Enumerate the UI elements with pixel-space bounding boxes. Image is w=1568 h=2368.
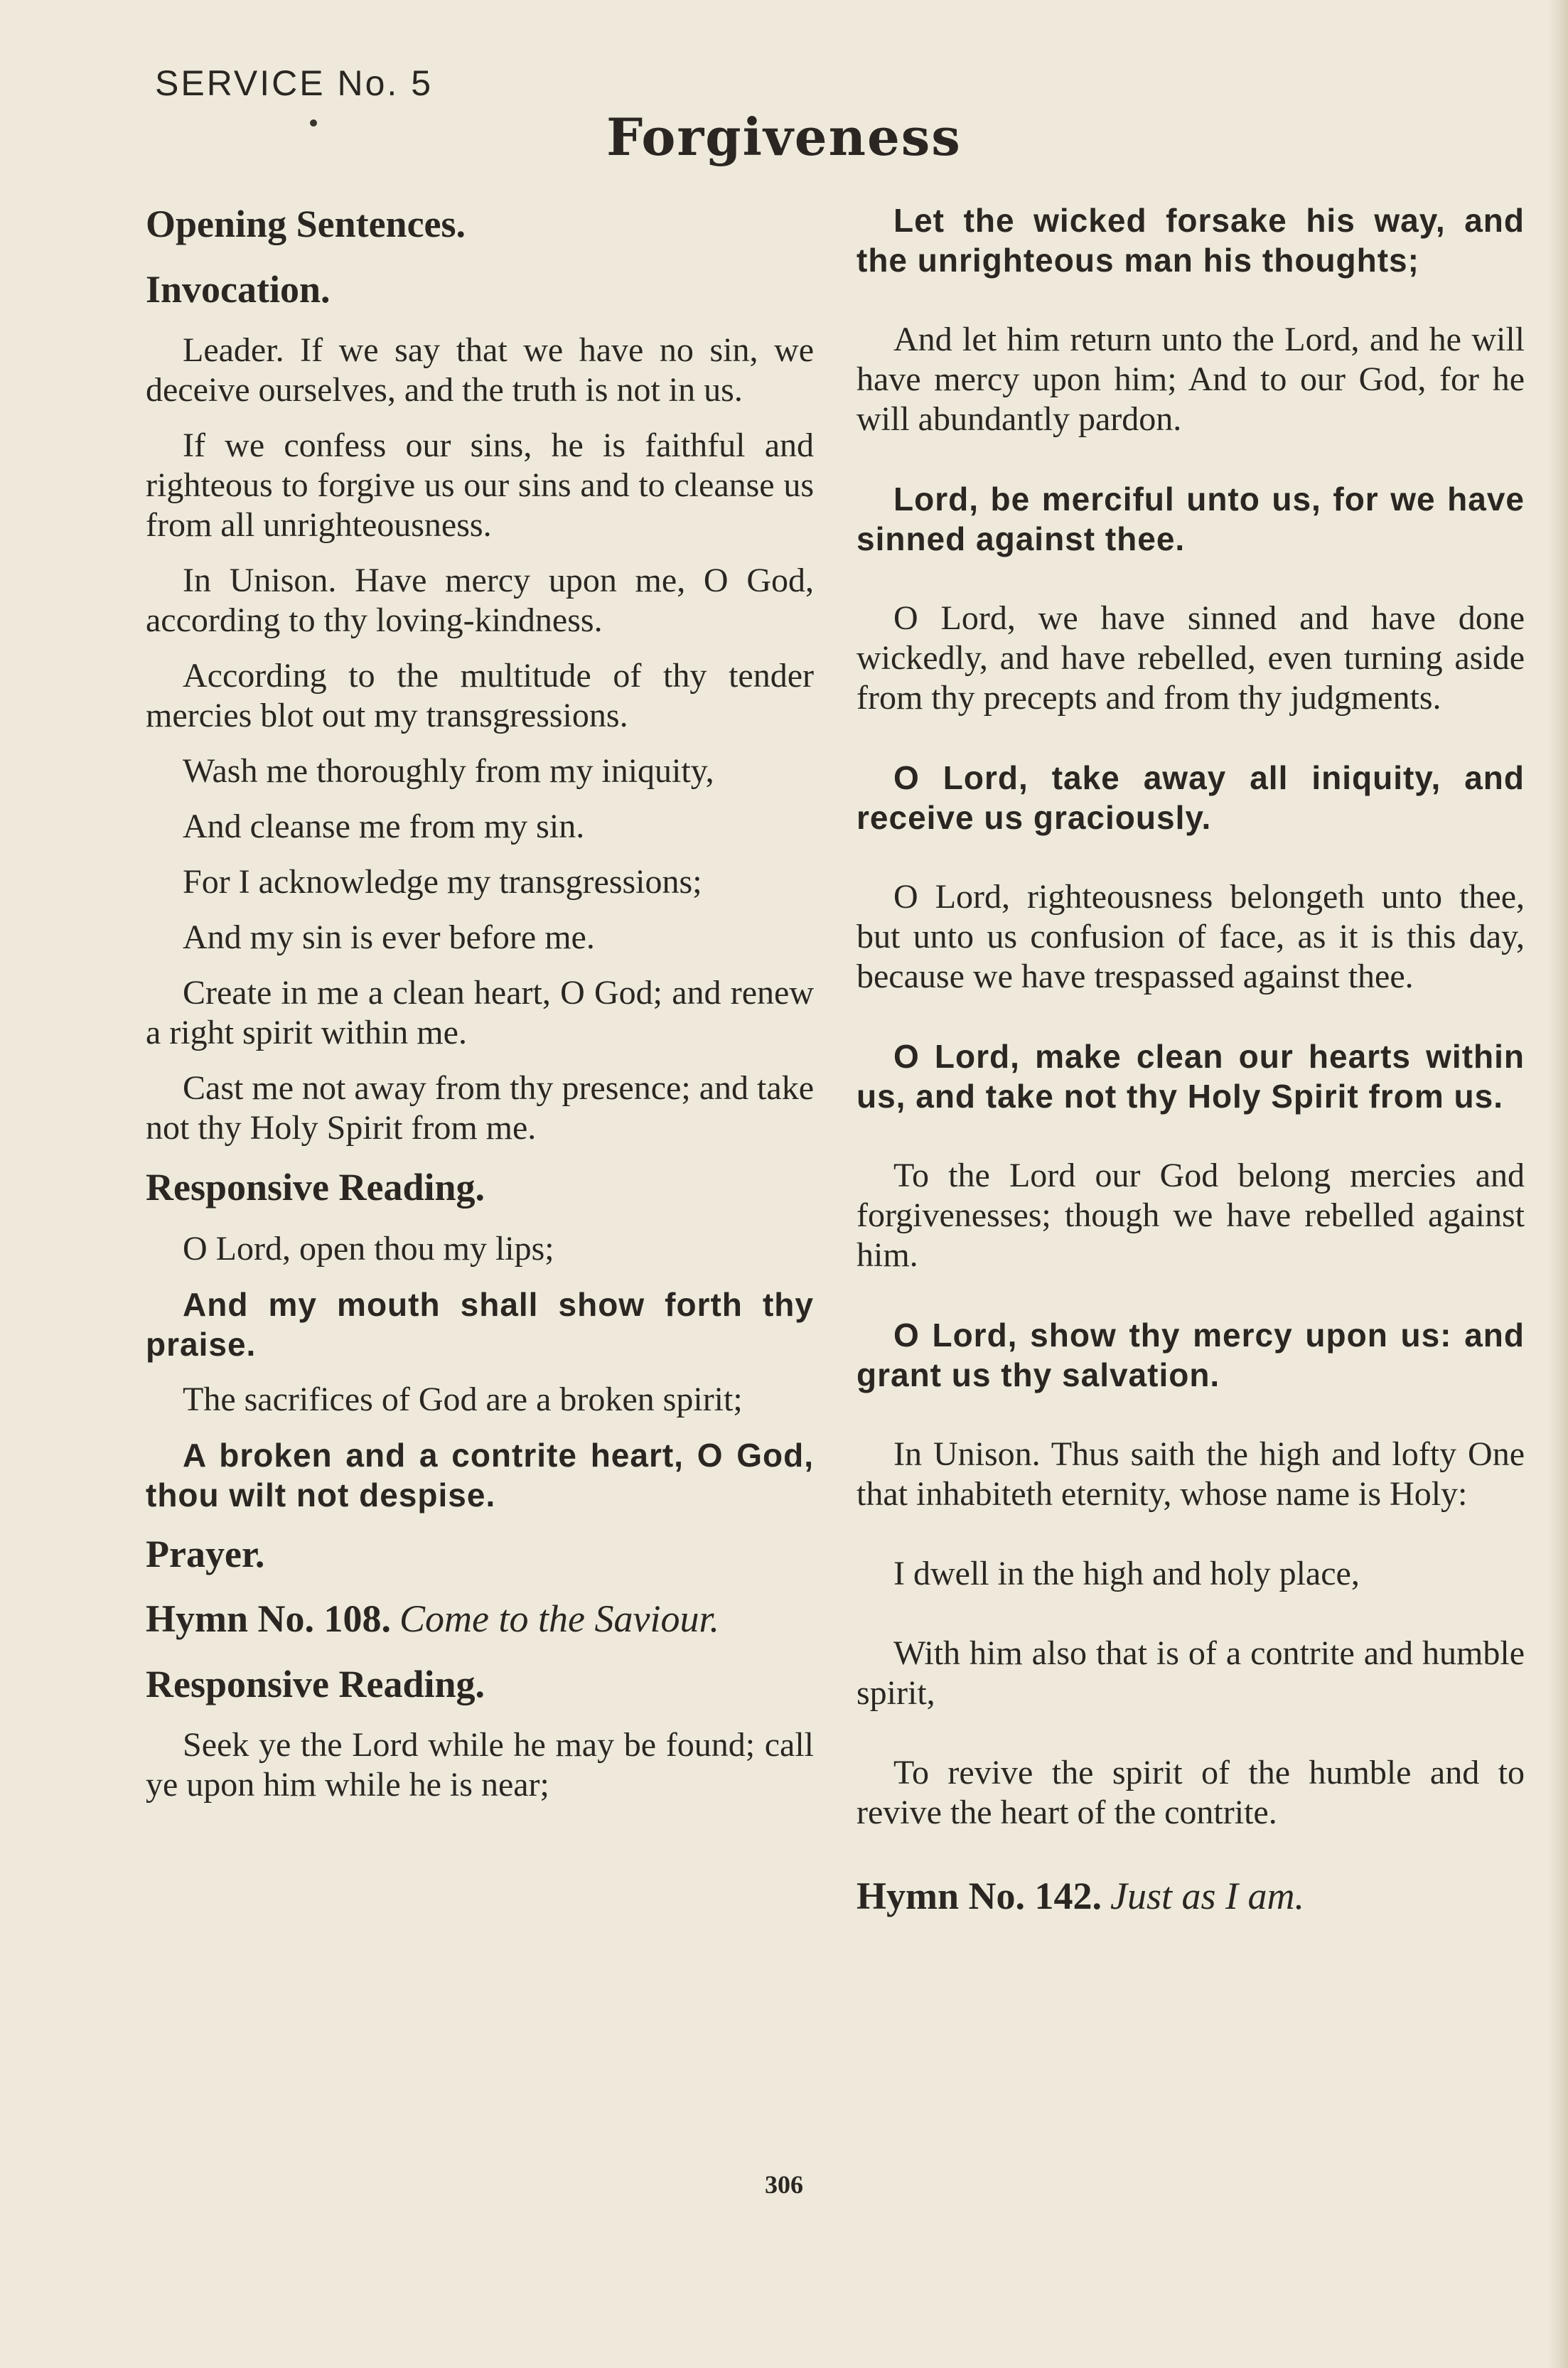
section-heading: Invocation. [146, 267, 331, 311]
page-number: 306 [765, 2170, 803, 2199]
hymn-number: Hymn No. 108. [146, 1597, 392, 1640]
page-edge [1548, 0, 1568, 2368]
reading-line: Cast me not away from thy presence; and take not thy Holy Spirit from me. [146, 1069, 814, 1147]
hymn-title: Come to the Saviour. [399, 1597, 719, 1640]
reading-line: According to the multitude of thy tender mercies blot out my transgressions. [146, 657, 814, 734]
hymn-title: Just as I am. [1110, 1875, 1304, 1917]
hymn-reference [146, 1595, 814, 1644]
reading-line: Seek ye the Lord while he may be found; call ye upon him while he is near; [146, 1726, 814, 1804]
reading-line: And my sin is ever before me. [183, 918, 595, 956]
section-heading: Prayer. [146, 1532, 265, 1575]
response-line: O Lord, show thy mercy upon us: and grant us thy salvation. [857, 1317, 1525, 1393]
response-line: O Lord, make clean our hearts within us, and take not thy Holy Spirit from us. [857, 1038, 1525, 1115]
reading-line: O Lord, open thou my lips; [183, 1229, 554, 1268]
reading-line: I dwell in the high and holy place, [893, 1555, 1360, 1592]
reading-line: O Lord, righteousness belongeth unto thee, but unto us confusion of face, as it is this day, because we have trespassed against thee. [857, 878, 1525, 995]
reading-line: Create in me a clean heart, O God; and renew a right spirit within me. [146, 974, 814, 1051]
reading-line: In Unison. Thus saith the high and lofty One that inhabiteth eternity, whose name is Holy: [857, 1435, 1525, 1513]
reading-line: To revive the spirit of the humble and to revive the heart of the contrite. [857, 1754, 1525, 1831]
reading-line: To the Lord our God belong mercies and forgivenesses; though we have rebelled against him. [857, 1157, 1525, 1274]
reading-line: With him also that is of a contrite and humble spirit, [857, 1634, 1525, 1712]
reading-line: In Unison. Have mercy upon me, O God, according to thy loving-kindness. [146, 562, 814, 639]
hymn-number: Hymn No. 142. [857, 1875, 1102, 1917]
reading-line: For I acknowledge my transgressions; [183, 863, 702, 901]
response-line: Let the wicked forsake his way, and the unrighteous man his thoughts; [857, 202, 1525, 279]
response-line: And my mouth shall show forth thy praise. [146, 1285, 814, 1363]
reading-line: O Lord, we have sinned and have done wickedly, and have rebelled, even turning aside from thy precepts and from thy judgments. [857, 599, 1525, 717]
hymn-reference [857, 1873, 1525, 1921]
response-line: Lord, be merciful unto us, for we have sinned against thee. [857, 481, 1525, 557]
reading-line: Leader. If we say that we have no sin, we deceive ourselves, and the truth is not in us. [146, 331, 814, 409]
page-title: Forgiveness [606, 107, 962, 167]
reading-line: The sacrifices of God are a broken spirit; [183, 1380, 743, 1418]
reading-line: If we confess our sins, he is faithful and righteous to forgive us our sins and to cleanse us from all unrighteousness. [146, 427, 814, 544]
section-heading: Responsive Reading. [146, 1166, 485, 1209]
section-heading: Responsive Reading. [146, 1662, 485, 1705]
reading-line: Wash me thoroughly from my iniquity, [183, 752, 714, 790]
response-line: A broken and a contrite heart, O God, thou wilt not despise. [146, 1436, 814, 1514]
left-column [146, 200, 814, 1821]
reading-line: And cleanse me from my sin. [183, 808, 585, 845]
section-heading: Opening Sentences. [146, 203, 466, 245]
reading-line: And let him return unto the Lord, and he will have mercy upon him; And to our God, for he will abundantly pardon. [857, 321, 1525, 438]
right-column [857, 200, 1525, 1938]
response-line: O Lord, take away all iniquity, and receive us graciously. [857, 759, 1525, 836]
service-number: SERVICE No. 5 [155, 63, 434, 103]
